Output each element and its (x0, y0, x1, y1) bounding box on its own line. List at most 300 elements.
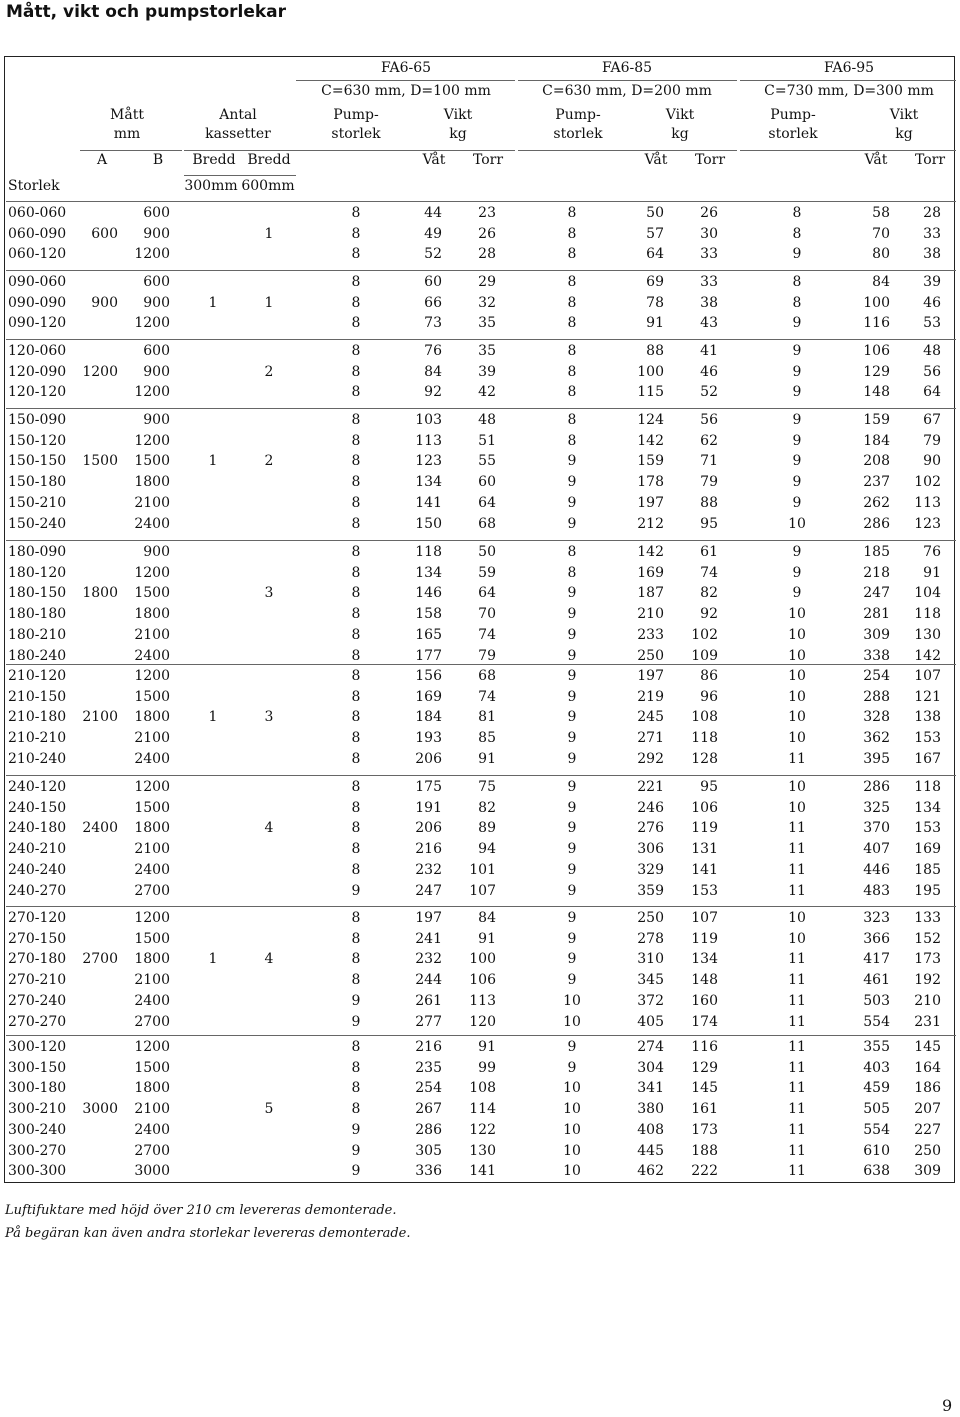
storlek-cell: 120-060 (8, 343, 67, 359)
value-cell: 121 (914, 688, 941, 705)
storlek-cell: 180-090 (8, 544, 67, 560)
value-cell: 103 (415, 412, 442, 428)
n300-cell: 1 (208, 453, 218, 470)
a-cell: 1800 (82, 585, 118, 602)
b-cell: 600 (143, 274, 170, 290)
value-cell: 108 (691, 709, 718, 726)
value-cell: 8 (567, 363, 577, 380)
value-cell: 8 (351, 225, 361, 242)
value-cell: 254 (415, 1080, 442, 1097)
value-cell: 118 (415, 544, 442, 560)
value-cell: 235 (415, 1059, 442, 1076)
value-cell: 156 (415, 668, 442, 684)
value-cell: 116 (691, 1039, 718, 1055)
b-cell: 1200 (134, 315, 170, 332)
header-col-bredd-600: Bredd (247, 152, 291, 168)
value-cell: 483 (863, 882, 890, 899)
value-cell: 231 (914, 1013, 941, 1030)
storlek-cell: 270-180 (8, 951, 67, 968)
value-cell: 11 (788, 1013, 806, 1030)
value-cell: 73 (424, 315, 442, 332)
value-cell: 30 (700, 225, 718, 242)
header-rule (518, 80, 737, 81)
page-title: Mått, vikt och pumpstorlekar (6, 2, 287, 22)
value-cell: 10 (788, 515, 806, 532)
header-rule (296, 80, 515, 81)
header-col-vat: Våt (864, 152, 888, 168)
value-cell: 10 (563, 1080, 581, 1097)
value-cell: 8 (351, 799, 361, 816)
value-cell: 246 (637, 799, 664, 816)
value-cell: 309 (914, 1163, 941, 1180)
value-cell: 95 (700, 779, 718, 795)
value-cell: 197 (637, 668, 664, 684)
header-rule (740, 80, 956, 81)
storlek-cell: 300-150 (8, 1059, 67, 1076)
value-cell: 8 (351, 820, 361, 837)
group-name: FA6-95 (823, 60, 875, 76)
header-width-300: 300mm (184, 178, 238, 194)
b-cell: 2400 (134, 861, 170, 878)
value-cell: 323 (863, 910, 890, 926)
value-cell: 145 (914, 1039, 941, 1055)
value-cell: 9 (792, 564, 802, 581)
value-cell: 9 (567, 688, 577, 705)
value-cell: 76 (424, 343, 442, 359)
value-cell: 142 (637, 544, 664, 560)
value-cell: 9 (351, 882, 361, 899)
b-cell: 1800 (134, 1080, 170, 1097)
storlek-cell: 240-270 (8, 882, 67, 899)
header-pump-unit: storlek (768, 126, 818, 142)
value-cell: 53 (923, 315, 941, 332)
storlek-cell: 240-120 (8, 779, 67, 795)
value-cell: 55 (478, 453, 496, 470)
value-cell: 76 (923, 544, 941, 560)
value-cell: 9 (792, 384, 802, 401)
storlek-cell: 210-150 (8, 688, 67, 705)
a-cell: 600 (91, 225, 118, 242)
value-cell: 142 (637, 432, 664, 449)
value-cell: 28 (478, 246, 496, 263)
value-cell: 129 (863, 363, 890, 380)
value-cell: 9 (792, 246, 802, 263)
value-cell: 8 (351, 412, 361, 428)
value-cell: 86 (700, 668, 718, 684)
value-cell: 338 (863, 647, 890, 664)
value-cell: 185 (914, 861, 941, 878)
value-cell: 119 (691, 820, 718, 837)
b-cell: 2100 (134, 730, 170, 747)
header-matt-unit: mm (113, 126, 141, 142)
b-cell: 900 (143, 412, 170, 428)
value-cell: 8 (351, 494, 361, 511)
value-cell: 8 (567, 412, 577, 428)
value-cell: 8 (567, 432, 577, 449)
value-cell: 9 (567, 882, 577, 899)
value-cell: 8 (567, 225, 577, 242)
value-cell: 638 (863, 1163, 890, 1180)
value-cell: 100 (637, 363, 664, 380)
value-cell: 64 (646, 246, 664, 263)
value-cell: 57 (646, 225, 664, 242)
value-cell: 95 (700, 515, 718, 532)
value-cell: 359 (637, 882, 664, 899)
value-cell: 134 (415, 564, 442, 581)
value-cell: 89 (478, 820, 496, 837)
storlek-cell: 270-150 (8, 930, 67, 947)
value-cell: 141 (469, 1163, 496, 1180)
value-cell: 241 (415, 930, 442, 947)
value-cell: 9 (351, 992, 361, 1009)
storlek-cell: 150-150 (8, 453, 67, 470)
value-cell: 216 (415, 841, 442, 858)
header-vikt: Vikt (889, 107, 919, 123)
value-cell: 11 (788, 750, 806, 767)
value-cell: 74 (478, 688, 496, 705)
value-cell: 461 (863, 972, 890, 989)
header-pump: Pump- (770, 107, 816, 123)
value-cell: 207 (914, 1101, 941, 1118)
value-cell: 9 (567, 606, 577, 623)
header-col-vat: Våt (422, 152, 446, 168)
value-cell: 41 (700, 343, 718, 359)
value-cell: 26 (700, 205, 718, 221)
value-cell: 271 (637, 730, 664, 747)
b-cell: 2400 (134, 515, 170, 532)
value-cell: 114 (469, 1101, 496, 1118)
value-cell: 64 (478, 494, 496, 511)
value-cell: 33 (700, 274, 718, 290)
value-cell: 8 (351, 750, 361, 767)
value-cell: 8 (567, 246, 577, 263)
value-cell: 277 (415, 1013, 442, 1030)
value-cell: 69 (646, 274, 664, 290)
value-cell: 9 (567, 820, 577, 837)
storlek-cell: 120-120 (8, 384, 67, 401)
value-cell: 9 (351, 1163, 361, 1180)
value-cell: 52 (700, 384, 718, 401)
group-rule (6, 339, 956, 340)
value-cell: 9 (567, 930, 577, 947)
value-cell: 304 (637, 1059, 664, 1076)
n600-cell: 1 (264, 225, 274, 242)
value-cell: 8 (351, 626, 361, 643)
value-cell: 66 (424, 294, 442, 311)
n600-cell: 4 (264, 820, 274, 837)
value-cell: 250 (914, 1142, 941, 1159)
header-pump: Pump- (555, 107, 601, 123)
value-cell: 8 (567, 315, 577, 332)
b-cell: 1800 (134, 709, 170, 726)
value-cell: 94 (478, 841, 496, 858)
value-cell: 50 (646, 205, 664, 221)
value-cell: 122 (469, 1121, 496, 1138)
value-cell: 164 (914, 1059, 941, 1076)
value-cell: 153 (914, 730, 941, 747)
value-cell: 212 (637, 515, 664, 532)
b-cell: 2400 (134, 1121, 170, 1138)
value-cell: 8 (351, 294, 361, 311)
value-cell: 9 (567, 861, 577, 878)
value-cell: 118 (914, 779, 941, 795)
value-cell: 184 (415, 709, 442, 726)
value-cell: 80 (872, 246, 890, 263)
value-cell: 10 (788, 730, 806, 747)
value-cell: 267 (415, 1101, 442, 1118)
n600-cell: 3 (264, 709, 274, 726)
value-cell: 9 (792, 432, 802, 449)
value-cell: 11 (788, 1101, 806, 1118)
value-cell: 187 (637, 585, 664, 602)
value-cell: 8 (567, 205, 577, 221)
value-cell: 329 (637, 861, 664, 878)
value-cell: 9 (567, 750, 577, 767)
value-cell: 233 (637, 626, 664, 643)
b-cell: 2700 (134, 1142, 170, 1159)
value-cell: 8 (792, 225, 802, 242)
value-cell: 67 (923, 412, 941, 428)
value-cell: 11 (788, 1080, 806, 1097)
group-rule (6, 201, 956, 202)
value-cell: 9 (567, 910, 577, 926)
a-cell: 2100 (82, 709, 118, 726)
value-cell: 81 (478, 709, 496, 726)
value-cell: 218 (863, 564, 890, 581)
value-cell: 99 (478, 1059, 496, 1076)
value-cell: 11 (788, 972, 806, 989)
value-cell: 11 (788, 951, 806, 968)
value-cell: 43 (700, 315, 718, 332)
value-cell: 10 (563, 1101, 581, 1118)
value-cell: 58 (872, 205, 890, 221)
value-cell: 8 (351, 585, 361, 602)
value-cell: 178 (637, 474, 664, 491)
value-cell: 8 (792, 274, 802, 290)
value-cell: 74 (478, 626, 496, 643)
value-cell: 46 (700, 363, 718, 380)
value-cell: 106 (691, 799, 718, 816)
value-cell: 78 (646, 294, 664, 311)
value-cell: 8 (351, 910, 361, 926)
b-cell: 1500 (134, 930, 170, 947)
storlek-cell: 090-120 (8, 315, 67, 332)
group-rule (6, 540, 956, 541)
value-cell: 9 (567, 951, 577, 968)
value-cell: 169 (415, 688, 442, 705)
header-pump-unit: storlek (553, 126, 603, 142)
value-cell: 395 (863, 750, 890, 767)
value-cell: 10 (563, 1142, 581, 1159)
value-cell: 160 (691, 992, 718, 1009)
value-cell: 10 (788, 779, 806, 795)
b-cell: 2100 (134, 972, 170, 989)
value-cell: 8 (351, 709, 361, 726)
value-cell: 141 (415, 494, 442, 511)
b-cell: 1800 (134, 951, 170, 968)
value-cell: 9 (567, 799, 577, 816)
header-pump-unit: storlek (331, 126, 381, 142)
value-cell: 118 (691, 730, 718, 747)
value-cell: 191 (415, 799, 442, 816)
value-cell: 107 (691, 910, 718, 926)
value-cell: 9 (567, 626, 577, 643)
value-cell: 60 (424, 274, 442, 290)
storlek-cell: 180-210 (8, 626, 67, 643)
value-cell: 8 (351, 544, 361, 560)
value-cell: 462 (637, 1163, 664, 1180)
value-cell: 120 (469, 1013, 496, 1030)
value-cell: 188 (691, 1142, 718, 1159)
value-cell: 169 (914, 841, 941, 858)
value-cell: 345 (637, 972, 664, 989)
value-cell: 153 (691, 882, 718, 899)
storlek-cell: 090-060 (8, 274, 67, 290)
value-cell: 554 (863, 1013, 890, 1030)
group-rule (6, 1035, 956, 1036)
value-cell: 8 (351, 274, 361, 290)
value-cell: 84 (478, 910, 496, 926)
value-cell: 8 (567, 343, 577, 359)
value-cell: 23 (478, 205, 496, 221)
value-cell: 61 (700, 544, 718, 560)
value-cell: 8 (351, 1080, 361, 1097)
value-cell: 84 (872, 274, 890, 290)
value-cell: 362 (863, 730, 890, 747)
value-cell: 118 (914, 606, 941, 623)
b-cell: 2700 (134, 1013, 170, 1030)
value-cell: 216 (415, 1039, 442, 1055)
value-cell: 247 (415, 882, 442, 899)
storlek-cell: 210-240 (8, 750, 67, 767)
group-rule (6, 775, 956, 776)
value-cell: 8 (567, 294, 577, 311)
value-cell: 186 (914, 1080, 941, 1097)
b-cell: 900 (143, 225, 170, 242)
value-cell: 8 (351, 951, 361, 968)
value-cell: 106 (863, 343, 890, 359)
storlek-cell: 300-240 (8, 1121, 67, 1138)
value-cell: 276 (637, 820, 664, 837)
value-cell: 8 (351, 861, 361, 878)
storlek-cell: 210-180 (8, 709, 67, 726)
value-cell: 10 (788, 647, 806, 664)
b-cell: 1200 (134, 910, 170, 926)
b-cell: 1500 (134, 1059, 170, 1076)
value-cell: 92 (700, 606, 718, 623)
value-cell: 9 (792, 585, 802, 602)
b-cell: 2700 (134, 882, 170, 899)
value-cell: 8 (351, 205, 361, 221)
storlek-cell: 210-120 (8, 668, 67, 684)
value-cell: 91 (646, 315, 664, 332)
b-cell: 900 (143, 544, 170, 560)
value-cell: 9 (567, 1059, 577, 1076)
value-cell: 262 (863, 494, 890, 511)
header-pump: Pump- (333, 107, 379, 123)
value-cell: 113 (914, 494, 941, 511)
value-cell: 8 (351, 972, 361, 989)
value-cell: 39 (923, 274, 941, 290)
storlek-cell: 060-120 (8, 246, 67, 263)
value-cell: 9 (351, 1121, 361, 1138)
b-cell: 2100 (134, 626, 170, 643)
b-cell: 1200 (134, 564, 170, 581)
storlek-cell: 150-210 (8, 494, 67, 511)
value-cell: 104 (914, 585, 941, 602)
value-cell: 208 (863, 453, 890, 470)
value-cell: 102 (914, 474, 941, 491)
value-cell: 405 (637, 1013, 664, 1030)
storlek-cell: 300-210 (8, 1101, 67, 1118)
storlek-cell: 180-240 (8, 647, 67, 664)
value-cell: 9 (792, 343, 802, 359)
storlek-cell: 090-090 (8, 294, 67, 311)
value-cell: 71 (700, 453, 718, 470)
value-cell: 100 (863, 294, 890, 311)
value-cell: 184 (863, 432, 890, 449)
value-cell: 102 (691, 626, 718, 643)
value-cell: 9 (567, 841, 577, 858)
value-cell: 610 (863, 1142, 890, 1159)
n600-cell: 2 (264, 453, 274, 470)
header-col-torr: Torr (914, 152, 946, 168)
value-cell: 153 (914, 820, 941, 837)
value-cell: 51 (478, 432, 496, 449)
value-cell: 222 (691, 1163, 718, 1180)
n300-cell: 1 (208, 951, 218, 968)
value-cell: 33 (700, 246, 718, 263)
value-cell: 108 (469, 1080, 496, 1097)
group-rule (6, 906, 956, 907)
value-cell: 11 (788, 1059, 806, 1076)
header-col-vat: Våt (644, 152, 668, 168)
value-cell: 9 (567, 1039, 577, 1055)
value-cell: 106 (469, 972, 496, 989)
value-cell: 554 (863, 1121, 890, 1138)
header-rule (80, 150, 182, 151)
value-cell: 50 (478, 544, 496, 560)
value-cell: 138 (914, 709, 941, 726)
b-cell: 1800 (134, 606, 170, 623)
value-cell: 446 (863, 861, 890, 878)
value-cell: 84 (424, 363, 442, 380)
value-cell: 59 (478, 564, 496, 581)
value-cell: 9 (792, 315, 802, 332)
b-cell: 1500 (134, 688, 170, 705)
b-cell: 1200 (134, 246, 170, 263)
storlek-cell: 060-060 (8, 205, 67, 221)
value-cell: 91 (478, 1039, 496, 1055)
header-col-torr: Torr (694, 152, 726, 168)
storlek-cell: 180-180 (8, 606, 67, 623)
value-cell: 286 (863, 515, 890, 532)
value-cell: 10 (563, 1163, 581, 1180)
value-cell: 8 (351, 246, 361, 263)
value-cell: 380 (637, 1101, 664, 1118)
b-cell: 1200 (134, 384, 170, 401)
value-cell: 341 (637, 1080, 664, 1097)
b-cell: 1800 (134, 474, 170, 491)
value-cell: 370 (863, 820, 890, 837)
value-cell: 115 (637, 384, 664, 401)
value-cell: 325 (863, 799, 890, 816)
value-cell: 328 (863, 709, 890, 726)
value-cell: 44 (424, 205, 442, 221)
storlek-cell: 150-240 (8, 515, 67, 532)
value-cell: 101 (469, 861, 496, 878)
group-rule (6, 270, 956, 271)
